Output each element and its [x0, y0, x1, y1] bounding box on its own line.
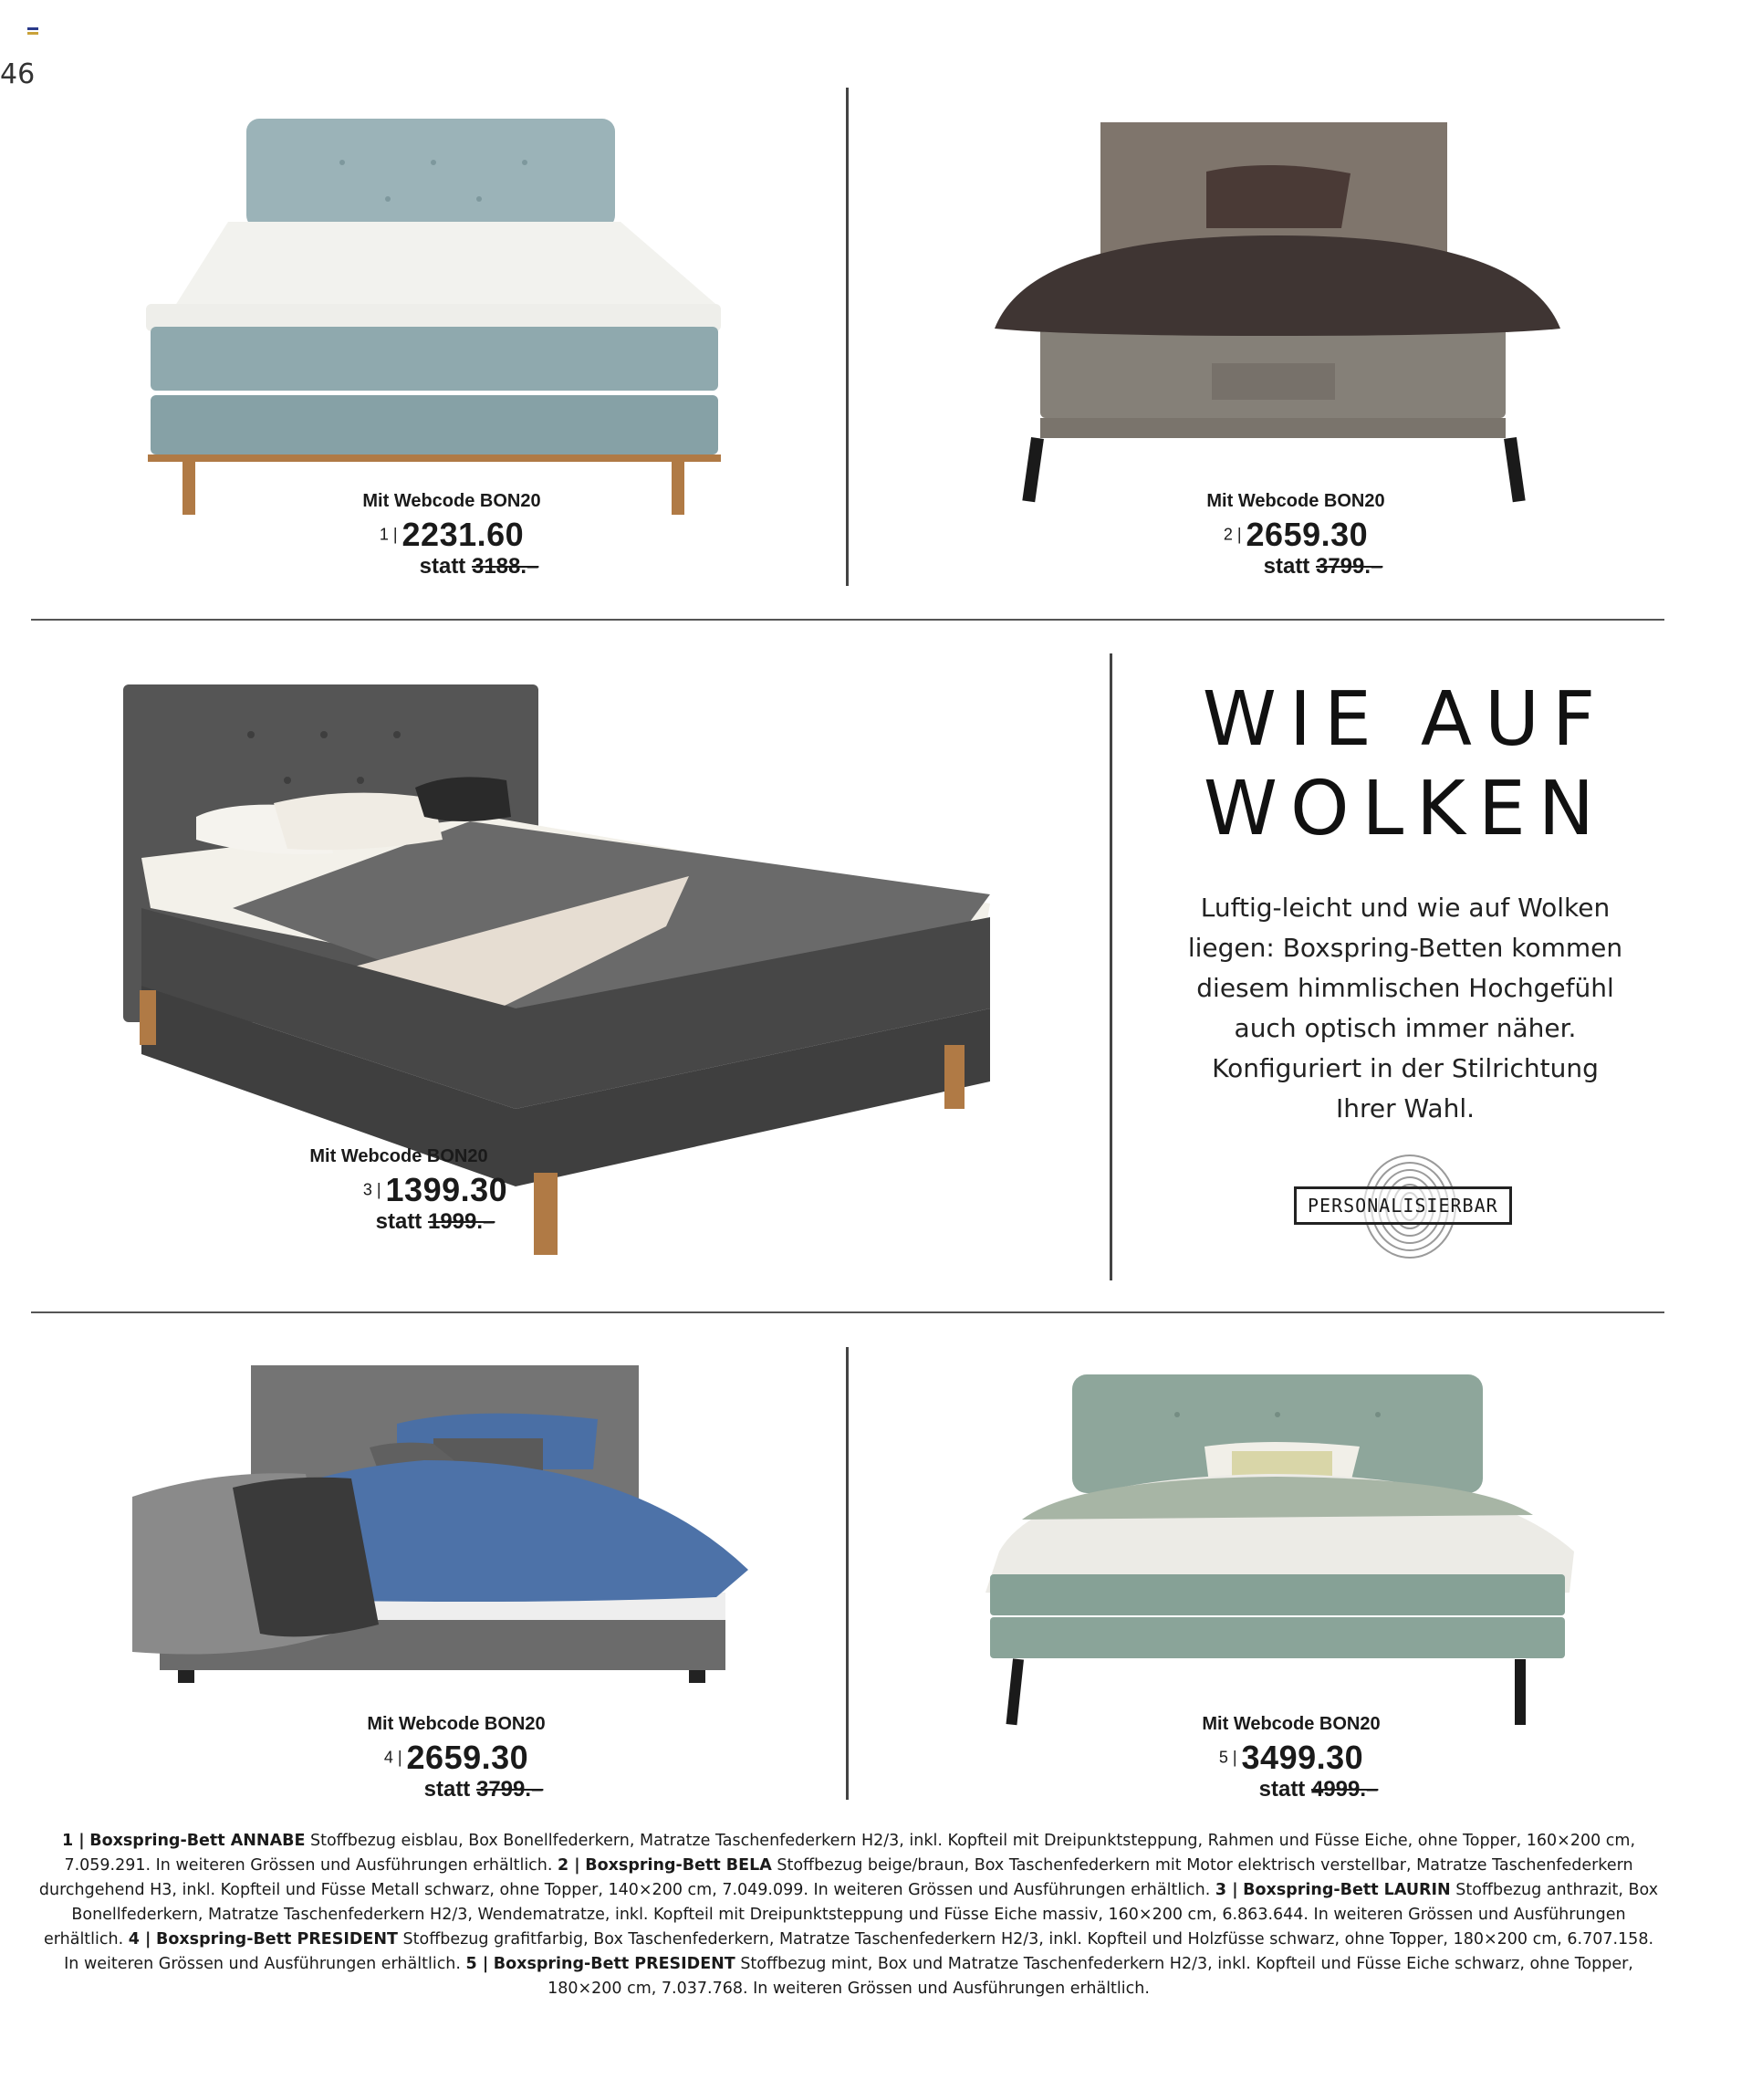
desc-line: auch optisch immer näher. [1234, 1013, 1577, 1043]
product-caption-3: Mit Webcode BON20 3 | 1399.30 statt 1999.– [248, 1146, 549, 1235]
desc-line: Ihrer Wahl. [1335, 1093, 1476, 1123]
footnote-p2-text: Stoffbezug beige/braun, Box Taschenfederkern mit Motor elektrisch verstellbar, Matratze Taschenfederkern durchgehend H3, inkl. Kopfteil und Füsse Metall schwarz, ohne Topper, 140×200 cm, 7.049.099. In weiteren Grössen und Ausführungen erhältlich. [38, 1856, 1633, 1899]
price: 2231.60 [402, 516, 525, 553]
webcode-label: Mit Webcode BON20 [367, 1714, 546, 1734]
product-index: 5 [1218, 1748, 1228, 1767]
webcode-label: Mit Webcode BON20 [309, 1146, 488, 1166]
divider-middle [31, 1311, 1664, 1313]
feature-description [1150, 888, 1661, 1129]
old-price: 1999.– [427, 1209, 495, 1234]
divider-top [31, 619, 1664, 621]
footnote-p3-num: 3 | [1215, 1881, 1238, 1899]
product-footnote [36, 1829, 1661, 2001]
footnote-p5-text: Stoffbezug mint, Box und Matratze Taschenfederkern H2/3, inkl. Kopfteil und Füsse Eiche schwarz, ohne Topper, 180×200 cm, 7.037.768. In weiteren Grössen und Ausführungen erhältlich. [548, 1955, 1633, 1998]
footnote-p2-num: 2 | [558, 1856, 580, 1875]
price: 2659.30 [1246, 516, 1369, 553]
divider-vertical-3 [846, 1347, 849, 1800]
personalisierbar-badge: PERSONALISIERBAR [1294, 1186, 1512, 1225]
page-number: 46 [0, 58, 36, 90]
price: 3499.30 [1241, 1739, 1364, 1776]
price: 1399.30 [385, 1171, 508, 1208]
old-price: 3799.– [1315, 554, 1383, 579]
footnote-p4-text: Stoffbezug grafitfarbig, Box Taschenfederkern, Matratze Taschenfederkern H2/3, inkl. Kopfteil und Holzfüsse schwarz, ohne Topper, 180×200 cm, 6.707.158. In weiteren Grössen und Ausführungen erhältlich. [64, 1930, 1654, 1973]
statt-label: statt [423, 1777, 471, 1802]
old-price: 3799.– [475, 1777, 544, 1802]
footnote-p3-name: Boxspring-Bett LAURIN [1243, 1881, 1451, 1899]
footnote-p5-num: 5 | [465, 1955, 489, 1973]
product-caption-2: Mit Webcode BON20 2 | 2659.30 statt 3799.– [1145, 491, 1446, 580]
statt-label: statt [419, 554, 466, 579]
webcode-label: Mit Webcode BON20 [1202, 1714, 1381, 1734]
price: 2659.30 [406, 1739, 529, 1776]
desc-line: Konfiguriert in der Stilrichtung [1212, 1053, 1599, 1083]
old-price: 4999.– [1310, 1777, 1379, 1802]
old-price: 3188.– [471, 554, 539, 579]
feature-title-line-2: WOLKEN [1203, 766, 1608, 852]
statt-label: statt [1258, 1777, 1306, 1802]
webcode-label: Mit Webcode BON20 [362, 491, 541, 511]
statt-label: statt [375, 1209, 422, 1234]
flag-icon [27, 27, 38, 38]
footnote-p5-name: Boxspring-Bett PRESIDENT [493, 1955, 735, 1973]
product-caption-4: Mit Webcode BON20 4 | 2659.30 statt 3799.– [306, 1714, 607, 1802]
feature-title [1150, 675, 1661, 854]
product-image-annabe[interactable] [137, 117, 730, 528]
divider-vertical-1 [846, 88, 849, 586]
desc-line: Luftig-leicht und wie auf Wolken [1200, 893, 1611, 923]
product-caption-1: Mit Webcode BON20 1 | 2231.60 statt 3188.– [301, 491, 602, 580]
statt-label: statt [1263, 554, 1310, 579]
footnote-p2-name: Boxspring-Bett BELA [585, 1856, 772, 1875]
feature-title-line-1: WIE AUF [1202, 676, 1609, 763]
product-caption-5: Mit Webcode BON20 5 | 3499.30 statt 4999.– [1141, 1714, 1442, 1802]
desc-line: diesem himmlischen Hochgefühl [1196, 973, 1614, 1003]
webcode-label: Mit Webcode BON20 [1206, 491, 1385, 511]
product-image-president-grey[interactable] [123, 1360, 762, 1716]
product-index: 3 [362, 1180, 372, 1199]
footnote-p1-num: 1 | [61, 1832, 85, 1850]
product-index: 4 [383, 1748, 393, 1767]
product-image-bela[interactable] [976, 117, 1570, 528]
footnote-p1-name: Boxspring-Bett ANNABE [89, 1832, 306, 1850]
footnote-p4-name: Boxspring-Bett PRESIDENT [156, 1930, 398, 1949]
product-index: 2 [1223, 525, 1233, 544]
footnote-p4-num: 4 | [128, 1930, 151, 1949]
footnote-p1-text: Stoffbezug eisblau, Box Bonellfederkern, Matratze Taschenfederkern H2/3, inkl. Kopfteil mit Dreipunktsteppung, Rahmen und Füsse Eiche, ohne Topper, 160×200 cm, 7.059.291. In weiteren Grössen und Ausführungen erhältlich. [64, 1832, 1636, 1875]
desc-line: liegen: Boxspring-Betten kommen [1187, 933, 1623, 963]
product-image-president-mint[interactable] [967, 1369, 1588, 1734]
footnote-p3-text: Stoffbezug anthrazit, Box Bonellfederkern, Matratze Taschenfederkern H2/3, Wendematratze, inkl. Kopfteil mit Dreipunktsteppung und Füsse Eiche massiv, 160×200 cm, 6.863.644. In weiteren Grössen und Ausführungen erhältlich. [43, 1881, 1659, 1949]
product-index: 1 [379, 525, 389, 544]
divider-vertical-2 [1110, 653, 1112, 1280]
